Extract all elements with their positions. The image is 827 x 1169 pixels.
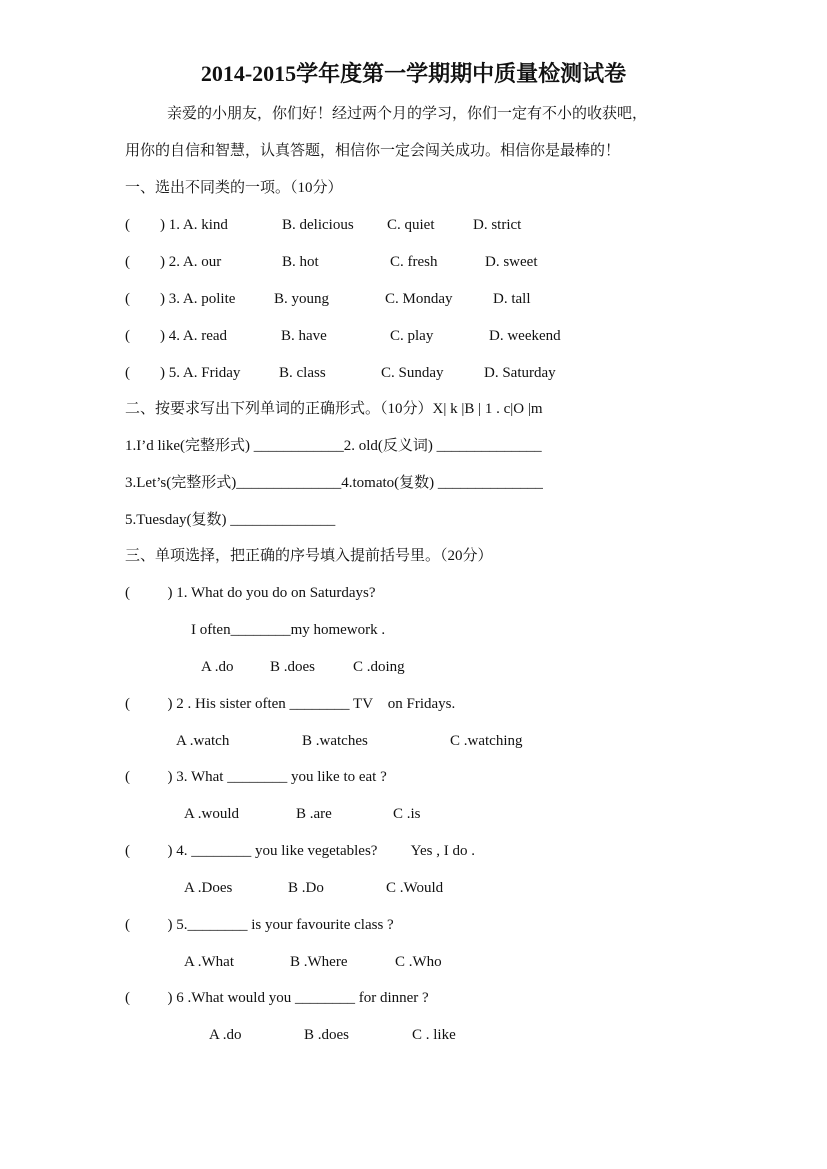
section2-heading: 二、按要求写出下列单词的正确形式。（10分）X| k |B | 1 . c|O |m bbox=[125, 401, 543, 417]
section2-line: 1.I’d like(完整形式) ____________2. old(反义词) ______________ bbox=[125, 438, 542, 454]
section3-heading: 三、单项选择，把正确的序号填入提前括号里。（20分） bbox=[125, 548, 493, 564]
section2-line: 3.Let’s(完整形式)______________4.tomato(复数) ______________ bbox=[125, 475, 543, 491]
section2-line: 5.Tuesday(复数) ______________ bbox=[125, 512, 336, 528]
exam-page: 2014-2015学年度第一学期期中质量检测试卷 亲爱的小朋友，你们好！经过两个月的学习，你们一定有不小的收获吧， 用你的自信和智慧，认真答题，相信你一定会闯关成功。相信你是最棒的！ 一、选出不同类的一项。（10分） ( ) 1. A. kind B. delicious C. quiet D. strict ( ) 2. A. our B. hot C. fresh D. sweet ( ) 3. A. polite B. young C. Monday D. tall ( ) 4. A. read B. have C. play D. weekend ( ) 5. A. Friday B. class C. Sunday D. Saturday 二、按要求写出下列单词的正确形式。（10分）X| k |B | 1 . c|O |m 1.I’d like(完整形式) ____________2. old(反义词) ______________ 3.Let’s(完整形式)______________4.tomato(复数) ______________ 5.Tuesday(复数) ______________ 三、单项选择，把正确的序号填入提前括号里。（20分） ( ) 1. What do you do on Saturdays? I often________my homework . A .do B .does C .doing ( ) 2 . His sister often ________ TV on Fridays. A .watch B .watches C .watching ( ) 3. What ________ you like to eat ? A .would B .are C .is ( ) 4. ________ you like vegetables? Yes , I do . A .Does B .Do C .Would ( ) 5.________ is your favourite class ? A .What B .Where C .Who ( ) 6 .What would you ________ for dinner ? A .do B .does C . like bbox=[0, 0, 827, 1169]
page-title: 2014-2015学年度第一学期期中质量检测试卷 bbox=[200, 61, 627, 86]
intro-line-1: 亲爱的小朋友，你们好！经过两个月的学习，你们一定有不小的收获吧， bbox=[167, 106, 648, 122]
section1-heading: 一、选出不同类的一项。（10分） bbox=[125, 180, 343, 196]
intro-line-2: 用你的自信和智慧，认真答题，相信你一定会闯关成功。相信你是最棒的！ bbox=[125, 143, 621, 159]
